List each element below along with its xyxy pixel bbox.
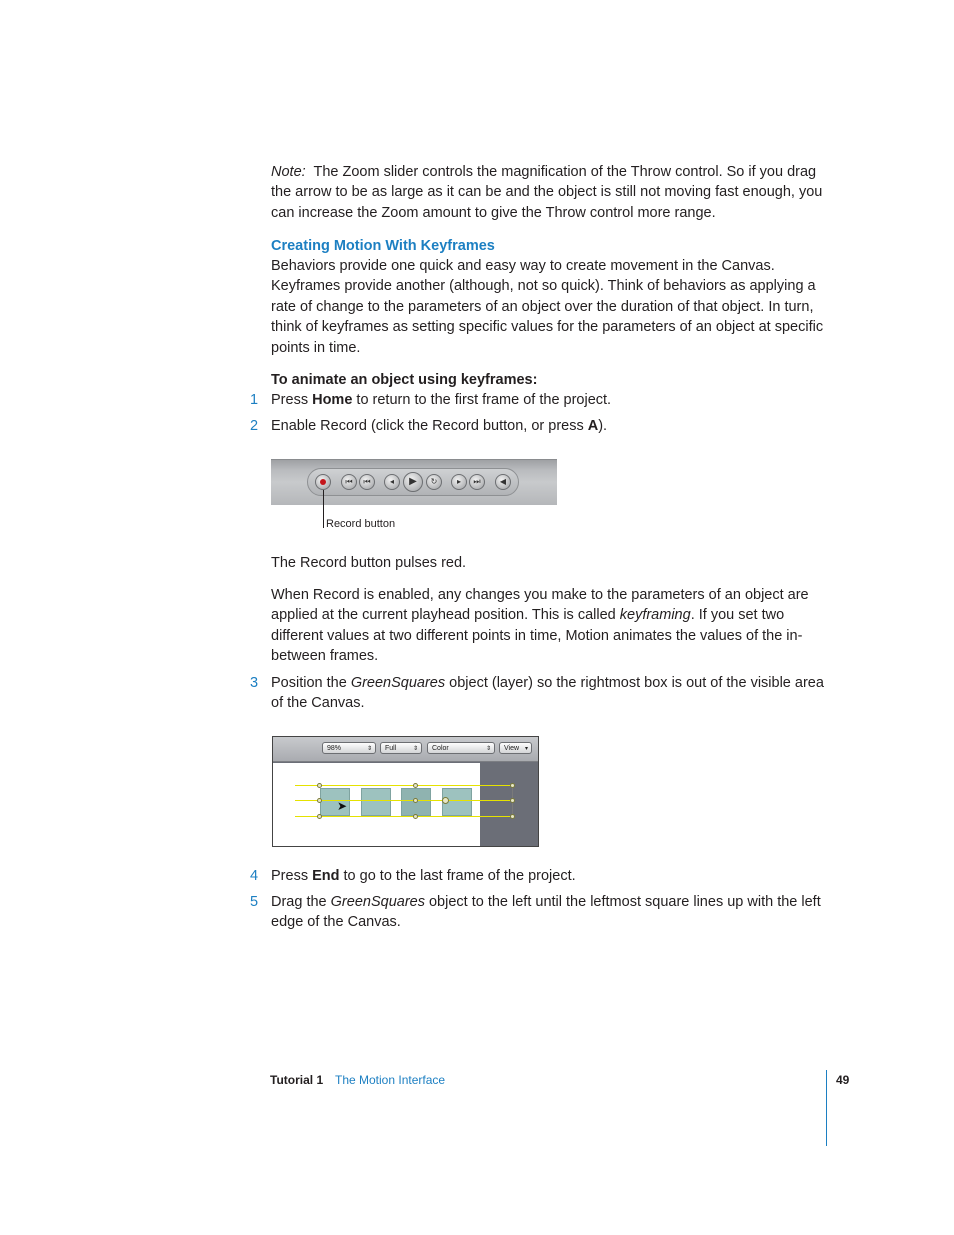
- handle-center[interactable]: [413, 798, 418, 803]
- resolution-popup[interactable]: [380, 742, 422, 754]
- footer-rule: [826, 1070, 827, 1146]
- record-line-2-pre: applied at the current playhead position. This is called: [271, 607, 620, 624]
- step-forward-icon[interactable]: ▸: [451, 474, 467, 490]
- zoom-arrows-icon: ⇕: [366, 746, 372, 752]
- step-3-pre: Position the: [271, 675, 351, 691]
- caption-leader-line: [323, 490, 324, 528]
- section-line-3: rate of change to the parameters of an object over the duration of that object. In turn,: [271, 298, 814, 315]
- zoom-popup[interactable]: [322, 742, 376, 754]
- procedure-title: To animate an object using keyframes:: [271, 372, 538, 388]
- skip-back-icon[interactable]: ⏮: [359, 474, 375, 490]
- step-back-icon[interactable]: ◂: [384, 474, 400, 490]
- resolution-value: Full: [385, 745, 397, 752]
- canvas-toolbar: [273, 737, 538, 762]
- section-line-4: think of keyframes as setting specific values for the parameters of an object at specific: [271, 319, 824, 336]
- guide-line-top: [295, 785, 513, 786]
- anchor-point[interactable]: [442, 797, 449, 804]
- transport-controls: [271, 459, 557, 505]
- record-button-caption: Record button: [326, 518, 396, 530]
- record-line-4: between frames.: [271, 648, 379, 665]
- step-number-1: 1: [250, 392, 259, 408]
- go-to-start-icon[interactable]: ⏮: [341, 474, 357, 490]
- step-4-post: to go to the last frame of the project.: [339, 868, 576, 884]
- view-label: View: [504, 745, 520, 752]
- handle-middle-left[interactable]: [317, 798, 322, 803]
- step-number-3: 3: [250, 675, 259, 691]
- step-3: [271, 673, 827, 714]
- channels-popup[interactable]: [427, 742, 495, 754]
- guide-line-middle: [295, 800, 513, 801]
- handle-top-right[interactable]: [510, 783, 515, 788]
- handle-bottom-center[interactable]: [413, 814, 418, 819]
- note-line-1: The Zoom slider controls the magnification of the Throw control. So if you drag: [313, 164, 817, 180]
- step-2-post: ).: [598, 418, 608, 434]
- step-3-post: object (layer) so the rightmost box is out of the visible area: [445, 675, 824, 691]
- play-icon[interactable]: ▶: [403, 472, 423, 492]
- canvas-screenshot: [272, 736, 539, 847]
- handle-top-left[interactable]: [317, 783, 322, 788]
- step-4: [271, 866, 827, 886]
- note-paragraph: [271, 162, 827, 223]
- guide-line-bottom: [295, 816, 513, 817]
- section-line-1: Behaviors provide one quick and easy way to create movement in the Canvas.: [271, 258, 775, 274]
- record-paragraph: [271, 585, 827, 667]
- green-square-2[interactable]: [361, 788, 391, 816]
- record-button[interactable]: [315, 474, 331, 490]
- step-number-4: 4: [250, 868, 259, 884]
- home-key: Home: [312, 392, 353, 408]
- footer-title: The Motion Interface: [335, 1073, 446, 1087]
- record-icon: [320, 479, 326, 485]
- resolution-arrows-icon: ⇕: [412, 746, 418, 752]
- keyframing-term: keyframing: [619, 607, 691, 624]
- page-number: 49: [836, 1073, 850, 1087]
- audio-icon[interactable]: ◀: [495, 474, 511, 490]
- step-2-pre: Enable Record (click the Record button, or press: [271, 418, 588, 434]
- section-line-2: Keyframes provide another (although, not so quick). Think of behaviors as applying a: [271, 278, 816, 295]
- step-5-pre: Drag the: [271, 894, 331, 910]
- step-number-5: 5: [250, 894, 259, 910]
- record-line-1: When Record is enabled, any changes you make to the parameters of an object are: [271, 587, 809, 603]
- loop-icon[interactable]: ↻: [426, 474, 442, 490]
- handle-middle-right[interactable]: [510, 798, 515, 803]
- step-5-post: object to the left until the leftmost square lines up with the left: [424, 894, 821, 910]
- note-line-3: can increase the Zoom amount to give the Throw control more range.: [271, 204, 716, 221]
- view-popup[interactable]: [499, 742, 532, 754]
- channels-value: Color: [432, 745, 449, 752]
- handle-bottom-right[interactable]: [510, 814, 515, 819]
- step-5: [271, 892, 827, 933]
- step-4-pre: Press: [271, 868, 313, 884]
- section-body: [271, 256, 827, 358]
- handle-top-center[interactable]: [413, 783, 418, 788]
- step-3-line-2: of the Canvas.: [271, 695, 365, 712]
- record-line-2-post: . If you set two: [690, 607, 785, 624]
- mouse-pointer-icon: ➤: [337, 799, 348, 813]
- greensquares-term: GreenSquares: [350, 675, 446, 691]
- step-1: [271, 390, 827, 410]
- go-to-end-icon[interactable]: ⏭: [469, 474, 485, 490]
- a-key: A: [587, 418, 599, 434]
- channels-arrows-icon: ⇕: [485, 746, 491, 752]
- section-heading: Creating Motion With Keyframes: [271, 238, 495, 254]
- step-1-post: to return to the first frame of the project.: [352, 392, 612, 408]
- view-arrow-icon: ▾: [524, 746, 528, 752]
- zoom-value: 98%: [327, 745, 342, 752]
- step-5-line-2: edge of the Canvas.: [271, 914, 401, 931]
- step-2: [271, 416, 827, 436]
- footer-chapter: Tutorial 1: [270, 1073, 324, 1087]
- section-line-5: points in time.: [271, 339, 361, 356]
- end-key: End: [312, 868, 340, 884]
- greensquares-term-2: GreenSquares: [330, 894, 425, 910]
- note-line-2: the arrow to be as large as it can be and the object is still not moving fast enough, you: [271, 184, 823, 201]
- record-line-3: different values at two different points in time, Motion animates the values of the in-: [271, 627, 803, 644]
- step-1-pre: Press: [271, 392, 313, 408]
- handle-bottom-left[interactable]: [317, 814, 322, 819]
- step-number-2: 2: [250, 418, 259, 434]
- note-label: Note:: [271, 164, 306, 180]
- pulses-text: The Record button pulses red.: [271, 555, 467, 571]
